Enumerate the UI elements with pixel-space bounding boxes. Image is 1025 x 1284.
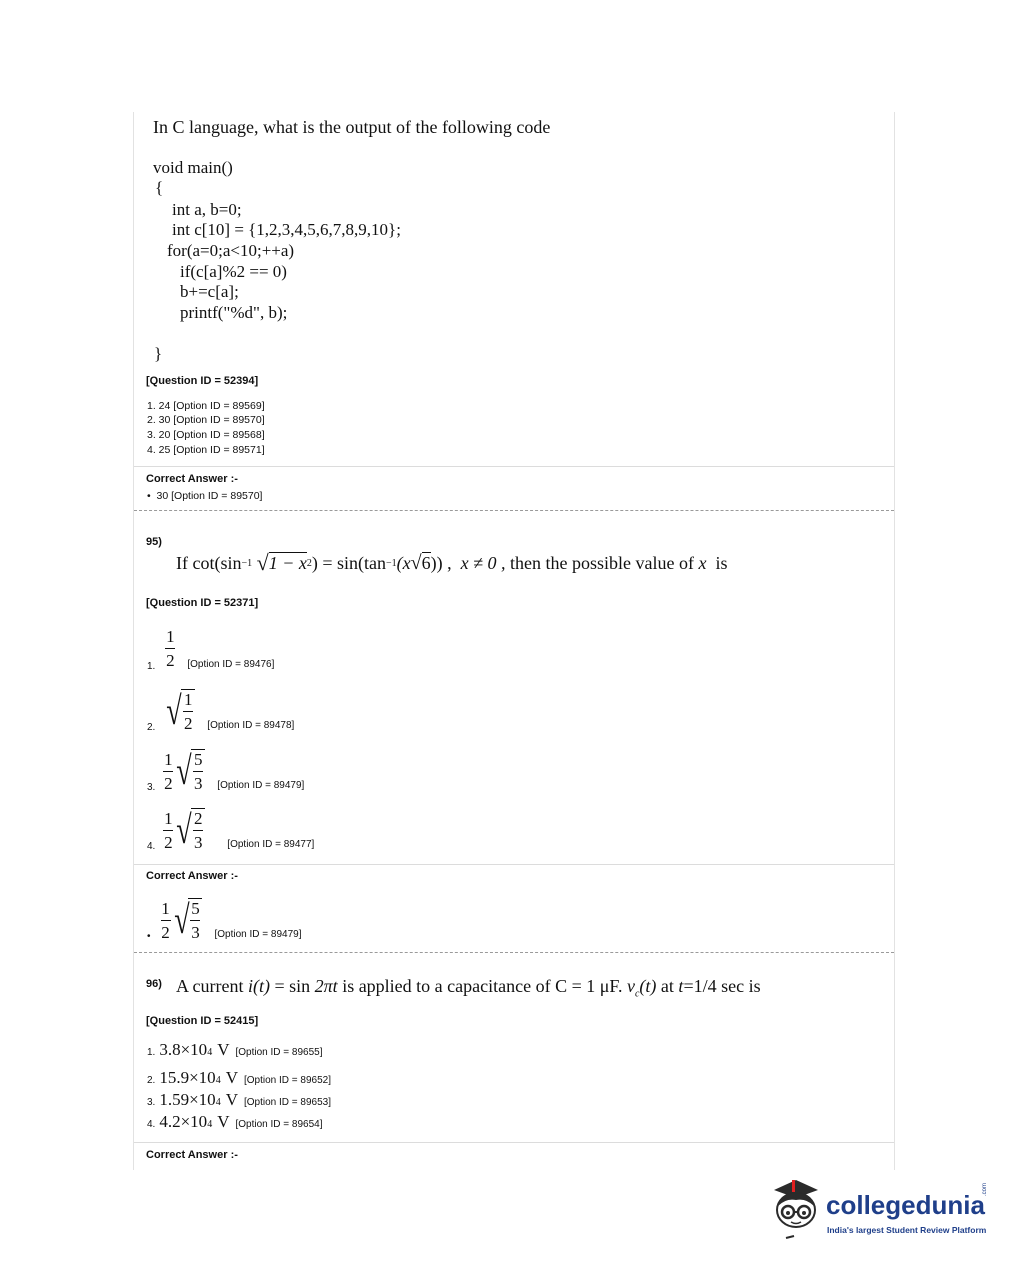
code-line-9: } — [154, 344, 163, 363]
correct-answer-label: Correct Answer :- — [146, 1149, 238, 1161]
bullet-icon: • — [147, 931, 151, 942]
correct-answer-label: Correct Answer :- — [146, 870, 238, 882]
question-id-52371: [Question ID = 52371] — [146, 597, 259, 609]
question-id-52415: [Question ID = 52415] — [146, 1015, 259, 1027]
code-line-7: b+=c[a]; — [180, 282, 239, 301]
question-separator — [134, 952, 894, 953]
option-3: 3. 1.59×10 4 V [Option ID = 89653] — [147, 1090, 331, 1109]
sqrt-icon: √ — [176, 748, 193, 793]
option-1: 1. $\frac{1}{2}$ [Option ID = 89476] — [147, 627, 275, 672]
brand-suffix: .com — [982, 1182, 988, 1196]
option-3: 3. $\frac{1}{2}$ √ $\frac{5}{3}$ [Option ID = 89479] — [147, 748, 305, 793]
question-id-52394: [Question ID = 52394] — [146, 375, 259, 387]
sqrt-icon: √ — [173, 897, 190, 942]
code-line-4: int c[10] = {1,2,3,4,5,6,7,8,9,10}; — [172, 220, 401, 239]
divider — [134, 864, 894, 865]
option-4: 4. 4.2×10 4 V [Option ID = 89654] — [147, 1112, 323, 1131]
brand-name: collegedunia — [826, 1190, 985, 1220]
code-line-3: int a, b=0; — [172, 200, 242, 219]
option-3: 3. 20 [Option ID = 89568] — [147, 429, 265, 441]
sqrt-icon: √ — [256, 550, 269, 575]
option-4: 4. $\frac{1}{2}$ √ $\frac{2}{3}$ [Option ID = 89477] — [147, 807, 315, 852]
question-separator — [134, 510, 894, 511]
brand-tagline: India's largest Student Review Platform — [827, 1225, 987, 1235]
sqrt-icon: √ — [166, 688, 183, 733]
code-line-2: { — [155, 178, 164, 197]
sqrt-icon: √ — [176, 807, 193, 852]
option-2: 2. √ $\frac{1}{2}$ [Option ID = 89478] — [147, 688, 295, 733]
code-line-8: printf("%d", b); — [180, 303, 288, 322]
question-card — [133, 112, 895, 1170]
bullet-icon: • — [147, 490, 157, 502]
collegedunia-logo — [766, 1176, 1000, 1246]
mascot-icon — [766, 1176, 826, 1242]
divider — [134, 1142, 894, 1143]
question-96-text: A current i(t) = sin 2πt is applied to a capacitance of C = 1 μF. $v_c(t)$ at t=1/4 sec is — [176, 976, 761, 1000]
divider — [134, 466, 894, 467]
sqrt-icon: √ — [410, 551, 422, 574]
correct-answer-value: • $\frac{1}{2}$ √ $\frac{5}{3}$ [Option ID = 89479] — [147, 897, 302, 942]
option-2: 2. 15.9×10 4 V [Option ID = 89652] — [147, 1068, 331, 1087]
code-line-5: for(a=0;a<10;++a) — [167, 241, 295, 260]
question-number: 96) — [146, 978, 162, 990]
code-line-1: void main() — [153, 158, 233, 177]
question-number: 95) — [146, 536, 162, 548]
correct-answer-value: • 30 [Option ID = 89570] — [147, 490, 263, 502]
code-line-6: if(c[a]%2 == 0) — [180, 262, 287, 281]
question-94-text: In C language, what is the output of the following code — [153, 117, 551, 137]
correct-answer-label: Correct Answer :- — [146, 473, 238, 485]
option-1: 1. 24 [Option ID = 89569] — [147, 400, 265, 412]
option-4: 4. 25 [Option ID = 89571] — [147, 444, 265, 456]
question-95-formula: If cot(sin −1 √ 1 − x 2 ) = sin(tan −1 (x √ 6 )) , x ≠ 0 , then the possible value of x is — [176, 550, 728, 575]
option-1: 1. 3.8×10 4 V [Option ID = 89655] — [147, 1040, 323, 1059]
option-2: 2. 30 [Option ID = 89570] — [147, 414, 265, 426]
